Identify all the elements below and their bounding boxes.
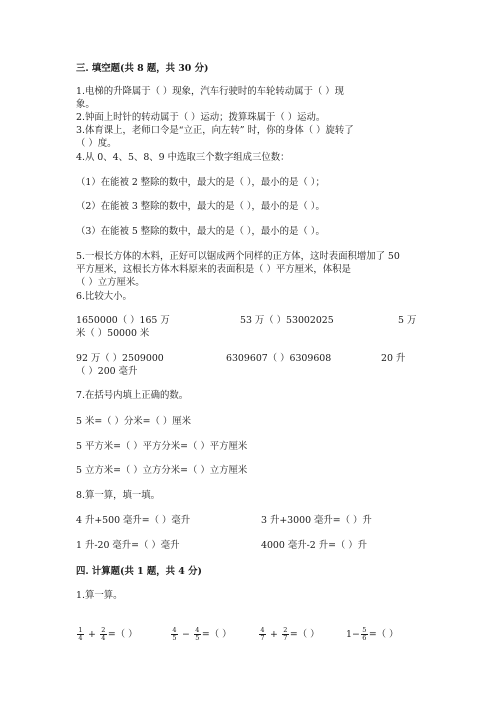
fraction: $\frac{1}{4}$	[78, 626, 83, 642]
q1-line1: 1.电梯的升降属于（ ）现象，汽车行驶时的车轮转动属于（ ）现	[76, 86, 345, 97]
fraction: $\frac{2}{7}$	[283, 626, 288, 642]
q6-row2-b: 6309607（ ）6309608	[226, 353, 332, 364]
q6-row1-a: 1650000（ ）165 万	[76, 315, 170, 326]
q8-row1-a: 4 升+500 毫升=（ ）毫升	[76, 515, 191, 526]
q4-item-2: （2）在能被 3 整除的数中，最大的是（ ），最小的是（ ）。	[76, 201, 325, 212]
q4-stem: 4.从 0、4、5、8、9 中选取三个数字组成三位数：	[76, 152, 290, 163]
q2-text: 2.钟面上时针的转动属于（ ）运动；拨算珠属于（ ）运动。	[76, 112, 326, 123]
calc-expr-4: 1− $\frac{5}{6}$ =（ ）	[346, 626, 399, 642]
fraction: $\frac{4}{7}$	[260, 626, 265, 642]
q7-stem: 7.在括号内填上正确的数。	[76, 390, 189, 401]
calc-expr-2: $\frac{4}{5}$ − $\frac{4}{5}$ =（ ）	[172, 626, 232, 642]
q8-row2-a: 1 升-20 毫升=（ ）毫升	[76, 540, 180, 551]
q8-row2-b: 4000 毫升-2 升=（ ）升	[261, 540, 368, 551]
q4-item-1: （1）在能被 2 整除的数中，最大的是（ ），最小的是（ ）；	[76, 177, 325, 188]
q5-line2: 平方厘米，这根长方体木料原来的表面积是（ ）平方厘米，体积是	[76, 264, 351, 275]
q6-row1-wrap: 米（ ）50000 米	[76, 328, 150, 339]
fraction: $\frac{2}{4}$	[101, 626, 106, 642]
calc-expr-3: $\frac{4}{7}$ + $\frac{2}{7}$ =（ ）	[260, 626, 320, 642]
q3-line1: 3.体育课上，老师口令是“立正，向左转” 时，你的身体（ ）旋转了	[76, 125, 354, 136]
q7-row-2: 5 平方米=（ ）平方分米=（ ）平方厘米	[76, 441, 248, 452]
fraction: $\frac{5}{6}$	[362, 626, 367, 642]
q6-row2-wrap: （ ）200 毫升	[76, 366, 138, 377]
q5-line1: 5.一根长方体的木料，正好可以锯成两个同样的正方体，这时表面积增加了 50	[76, 251, 400, 262]
q6-row2-c: 20 升	[381, 353, 406, 364]
q8-stem: 8.算一算，填一填。	[76, 490, 160, 501]
q8-row1-b: 3 升+3000 毫升=（ ）升	[261, 515, 372, 526]
q6-row2-a: 92 万（ ）2509000	[76, 353, 164, 364]
q4-item-3: （3）在能被 5 整除的数中，最大的是（ ），最小的是（ ）。	[76, 226, 325, 237]
fraction: $\frac{4}{5}$	[172, 626, 177, 642]
section4-heading: 四. 计算题(共 1 题，共 4 分)	[76, 566, 202, 577]
calc-expr-1: $\frac{1}{4}$ + $\frac{2}{4}$ =（ ）	[78, 626, 138, 642]
section3-heading: 三. 填空题(共 8 题，共 30 分)	[76, 63, 209, 74]
q6-row1-c: 5 万	[398, 315, 417, 326]
q7-row-3: 5 立方米=（ ）立方分米=（ ）立方厘米	[76, 465, 248, 476]
q5-line3: （ ）立方厘米。	[76, 277, 145, 288]
q6-stem: 6.比较大小。	[76, 291, 132, 302]
q7-row-1: 5 米=（ ）分米=（ ）厘米	[76, 416, 191, 427]
calc-stem: 1.算一算。	[76, 590, 123, 601]
fraction: $\frac{4}{5}$	[195, 626, 200, 642]
q6-row1-b: 53 万（ ）53002025	[240, 315, 334, 326]
q3-line2: （ ）度。	[76, 138, 117, 149]
q1-line2: 象。	[76, 99, 95, 110]
